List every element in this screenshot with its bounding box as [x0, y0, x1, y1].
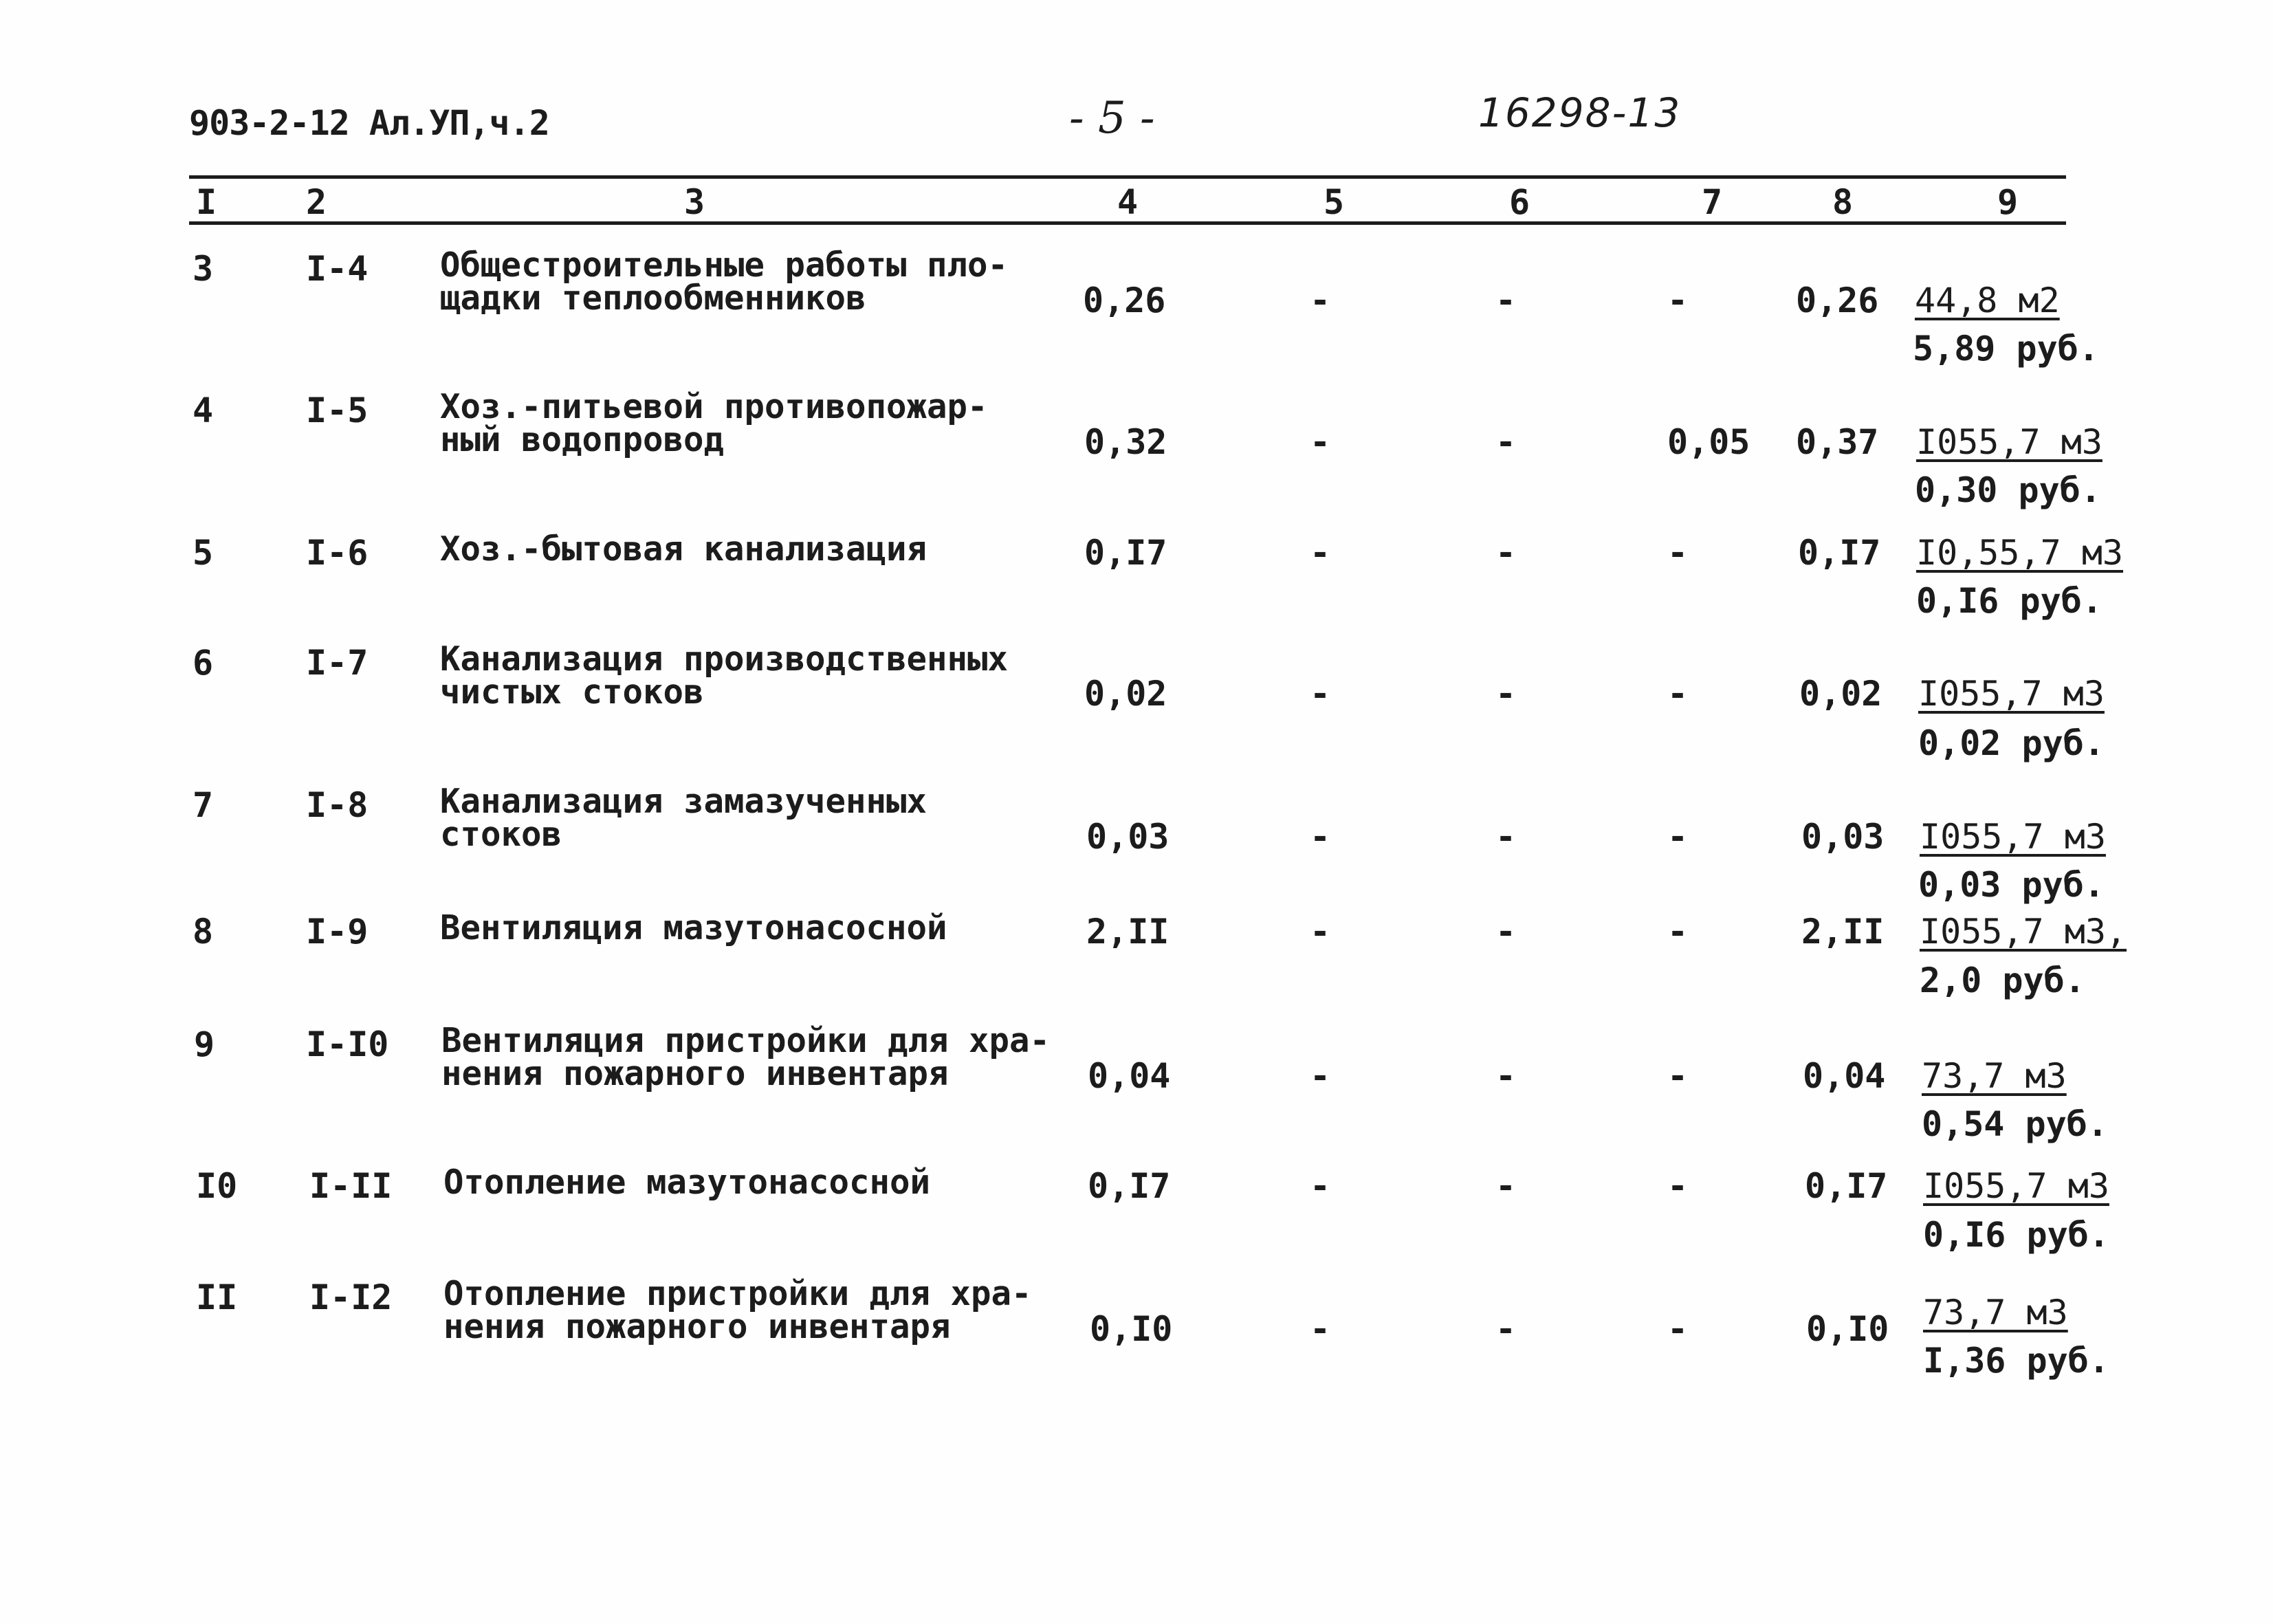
- row-col7: -: [1667, 1056, 1689, 1096]
- column-header-2: 2: [306, 182, 327, 222]
- row-col4: 0,26: [1083, 281, 1166, 320]
- row-description: Хоз.-бытовая канализация: [440, 529, 927, 569]
- row-col8: 0,03: [1801, 817, 1885, 857]
- row-col9-cost: 2,0 руб.: [1920, 961, 2085, 1000]
- row-col6: -: [1495, 1056, 1517, 1096]
- row-col8: 0,37: [1796, 422, 1879, 462]
- row-col9-cost: 0,03 руб.: [1918, 865, 2105, 905]
- row-col9-cost: 5,89 руб.: [1913, 329, 2099, 369]
- row-col8: 0,I0: [1806, 1309, 1889, 1349]
- row-col6: -: [1495, 1309, 1517, 1349]
- row-col9-volume: I055,7 м3: [1916, 422, 2102, 462]
- row-code: I-6: [306, 533, 369, 573]
- row-col4: 0,32: [1084, 422, 1167, 462]
- row-col7: -: [1667, 674, 1689, 714]
- column-header-3: 3: [684, 182, 705, 222]
- row-col4: 0,I0: [1090, 1309, 1173, 1349]
- row-description: Отопление пристройки для хра- нения пожарного инвентаря: [443, 1274, 1032, 1346]
- row-col4: 0,02: [1084, 674, 1167, 714]
- row-col4: 0,04: [1088, 1056, 1171, 1096]
- row-number: 6: [193, 643, 214, 683]
- row-col9-volume: I055,7 м3,: [1920, 912, 2127, 952]
- row-col9-cost: 0,02 руб.: [1918, 723, 2105, 763]
- row-col6: -: [1495, 912, 1517, 952]
- row-col7: -: [1667, 281, 1689, 320]
- row-col6: -: [1495, 281, 1517, 320]
- row-col5: -: [1310, 674, 1331, 714]
- row-col9-volume: I0,55,7 м3: [1916, 533, 2124, 573]
- row-number: 3: [193, 249, 214, 289]
- row-description: Вентиляция пристройки для хра- нения пожарного инвентаря: [441, 1021, 1051, 1093]
- row-col9-cost: 0,30 руб.: [1915, 470, 2101, 510]
- column-header-7: 7: [1702, 182, 1723, 222]
- row-col7: -: [1667, 817, 1689, 857]
- row-col7: -: [1667, 912, 1689, 952]
- row-col5: -: [1310, 422, 1331, 462]
- row-col8: 0,I7: [1798, 533, 1881, 573]
- row-col9-volume: 73,7 м3: [1922, 1056, 2067, 1096]
- row-number: 7: [193, 785, 214, 825]
- row-col5: -: [1310, 1166, 1331, 1206]
- row-code: I-I0: [306, 1024, 389, 1064]
- row-col9-cost: 0,I6 руб.: [1923, 1215, 2109, 1255]
- row-col9-volume: I055,7 м3: [1918, 674, 2105, 714]
- column-header-4: 4: [1117, 182, 1139, 222]
- row-col7: -: [1667, 1309, 1689, 1349]
- row-col9-cost: I,36 руб.: [1923, 1341, 2109, 1381]
- document-code: 903-2-12 Ал.УП,ч.2: [189, 103, 549, 143]
- row-col5: -: [1310, 912, 1331, 952]
- row-number: 9: [194, 1024, 215, 1064]
- row-col6: -: [1495, 533, 1517, 573]
- row-col6: -: [1495, 422, 1517, 462]
- row-col4: 2,II: [1086, 912, 1170, 952]
- row-description: Канализация замазученных стоков: [440, 782, 927, 854]
- row-col8: 0,04: [1803, 1056, 1886, 1096]
- row-code: I-4: [306, 249, 369, 289]
- row-description: Отопление мазутонасосной: [443, 1163, 931, 1202]
- row-col5: -: [1310, 533, 1331, 573]
- column-header-8: 8: [1832, 182, 1854, 222]
- row-number: 8: [193, 912, 214, 952]
- row-col5: -: [1310, 817, 1331, 857]
- row-number: I0: [196, 1166, 238, 1206]
- row-description: Канализация производственных чистых стоков: [440, 639, 1009, 712]
- row-code: I-II: [309, 1166, 393, 1206]
- row-col9-volume: I055,7 м3: [1923, 1166, 2109, 1206]
- column-header-1: I: [196, 182, 217, 222]
- row-col9-volume: I055,7 м3: [1920, 817, 2106, 857]
- row-number: 5: [193, 533, 214, 573]
- row-number: II: [196, 1277, 238, 1317]
- row-code: I-5: [306, 391, 369, 430]
- row-col7: -: [1667, 533, 1689, 573]
- row-col8: 0,02: [1799, 674, 1882, 714]
- row-col9-volume: 73,7 м3: [1923, 1293, 2068, 1332]
- row-col8: 0,26: [1796, 281, 1879, 320]
- column-header-5: 5: [1324, 182, 1345, 222]
- table-top-rule: [189, 175, 2066, 179]
- row-col5: -: [1310, 1056, 1331, 1096]
- row-col9-cost: 0,I6 руб.: [1916, 581, 2102, 621]
- row-col7: -: [1667, 1166, 1689, 1206]
- row-col8: 2,II: [1801, 912, 1885, 952]
- column-header-9: 9: [1997, 182, 2019, 222]
- row-col8: 0,I7: [1805, 1166, 1888, 1206]
- row-col9-cost: 0,54 руб.: [1922, 1104, 2108, 1144]
- row-number: 4: [193, 391, 214, 430]
- row-code: I-7: [306, 643, 369, 683]
- row-code: I-I2: [309, 1277, 393, 1317]
- row-col6: -: [1495, 817, 1517, 857]
- page-number: - 5 -: [1069, 93, 1155, 144]
- row-col4: 0,I7: [1088, 1166, 1171, 1206]
- row-description: Хоз.-питьевой противопожар- ный водопровод: [440, 387, 988, 459]
- row-col4: 0,I7: [1084, 533, 1167, 573]
- row-col6: -: [1495, 1166, 1517, 1206]
- row-col5: -: [1310, 281, 1331, 320]
- row-col5: -: [1310, 1309, 1331, 1349]
- row-col7: 0,05: [1667, 422, 1750, 462]
- column-header-6: 6: [1509, 182, 1530, 222]
- row-col9-volume: 44,8 м2: [1915, 281, 2060, 320]
- row-code: I-9: [306, 912, 369, 952]
- row-description: Вентиляция мазутонасосной: [440, 908, 947, 947]
- row-description: Общестроительные работы пло- щадки теплообменников: [440, 245, 1009, 318]
- row-code: I-8: [306, 785, 369, 825]
- inventory-number: 16298-13: [1478, 89, 1682, 136]
- row-col6: -: [1495, 674, 1517, 714]
- row-col4: 0,03: [1086, 817, 1170, 857]
